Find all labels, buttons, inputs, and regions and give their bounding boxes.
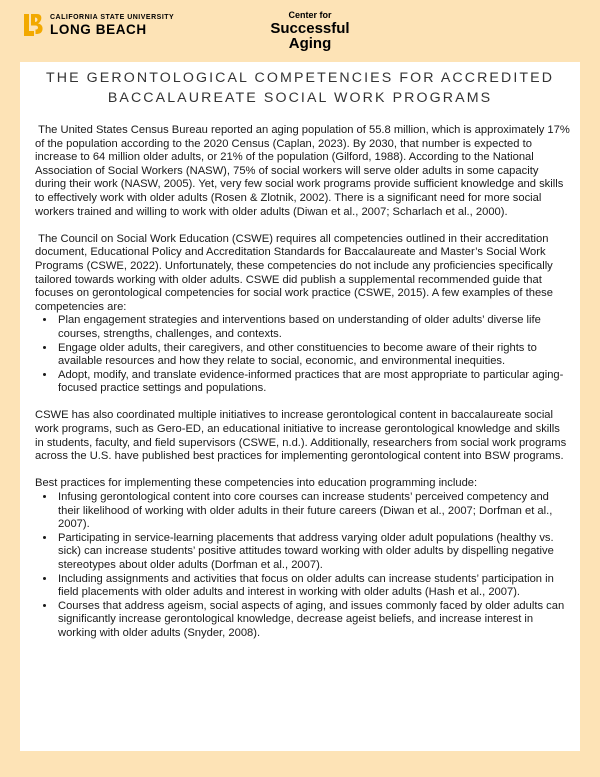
list-item: • Including assignments and activities that focus on older adults can increase students’ participation in field placements with older adults and interest in working with older adults (Hash et al., 2007). [56, 573, 570, 600]
document-title [20, 68, 580, 108]
university-name-line2: LONG BEACH [50, 21, 147, 37]
page-header [0, 0, 600, 62]
list-item: • Infusing gerontological content into core courses can increase students’ perceived competency and their likelihood of working with older adults in their future careers (Diwan et al., 2007; Dorfman et al., 2007). [56, 491, 570, 532]
list-item: • Engage older adults, their caregivers, and other constituencies to become aware of their rights to available resources and how they relate to social, economic, and environmental inequities. [56, 342, 570, 369]
center-for-successful-aging-logo [265, 11, 355, 51]
center-name-line2: Successful [270, 20, 350, 37]
competencies-list [35, 314, 570, 396]
paragraph-census: The United States Census Bureau reported an aging population of 55.8 million, which is approximately 17% of the population according to the 2020 Census (Caplan, 2023). By 2030, that number is expected to increase to 64 million older adults, or 21% of the population (Gilford, 1988). According to the National Association of Social Workers (NASW), 75% of social workers will serve older adults in some capacity during their work (NASW, 2005). Yet, very few social work programs provide sufficient knowledge and skills to effectively work with older adults (Rosen & Zlotnik, 2002). There is a significant need for more social workers trained and willing to work with older adults (Diwan et al., 2007; Scharlach et al., 2000). [35, 124, 573, 218]
title-line-1: THE GERONTOLOGICAL COMPETENCIES FOR ACCREDITED [45, 70, 555, 86]
csulb-lb-icon [22, 12, 44, 38]
list-item: • Adopt, modify, and translate evidence-informed practices that are most appropriate to particular aging-focused practice settings and populations. [56, 369, 570, 396]
list-item: • Courses that address ageism, social aspects of aging, and issues commonly faced by older adults can significantly increase gerontological knowledge, decrease ageist beliefs, and increase interest in working with older adults (Snyder, 2008). [56, 600, 570, 641]
center-name-line3: Aging [288, 35, 332, 52]
list-item: • Participating in service-learning placements that address varying older adult populations (healthy vs. sick) can increase students’ positive attitudes toward working with older adults by dispelling negative stereotypes about older adults (Dorfman et al., 2007). [56, 532, 570, 573]
document-body [35, 124, 573, 654]
best-practices-list [35, 491, 570, 641]
center-name-line1: Center for [288, 10, 332, 20]
document-card [20, 62, 580, 751]
university-name-line1: CALIFORNIA STATE UNIVERSITY [50, 13, 175, 21]
title-line-2: BACCALAUREATE SOCIAL WORK PROGRAMS [107, 90, 493, 106]
csulb-logo [22, 12, 174, 38]
paragraph-cswe: The Council on Social Work Education (CSWE) requires all competencies outlined in their accreditation document, Educational Policy and Accreditation Standards for Baccalaureate and Master’s Social Work Programs (CSWE, 2022). Unfortunately, these competencies do not include any proficiencies specifically tailored towards working with older adults. CSWE did publish a supplemental recommended guide that focuses on gerontological competencies for social work practice (CSWE, 2015). A few examples of these competencies are: [35, 232, 557, 313]
paragraph-best-practices-intro: Best practices for implementing these competencies into education programming include: [35, 477, 478, 490]
list-item: • Plan engagement strategies and interventions based on understanding of older adults’ diverse life courses, strengths, challenges, and contexts. [56, 314, 570, 341]
paragraph-initiatives: CSWE has also coordinated multiple initiatives to increase gerontological content in baccalaureate social work programs, such as Gero-ED, an educational initiative to increase gerontological knowledge and skills in students, faculty, and field supervisors (CSWE, n.d.). Additionally, researchers from social work programs across the U.S. have published best practices for implementing gerontological content into BSW programs. [35, 409, 567, 463]
